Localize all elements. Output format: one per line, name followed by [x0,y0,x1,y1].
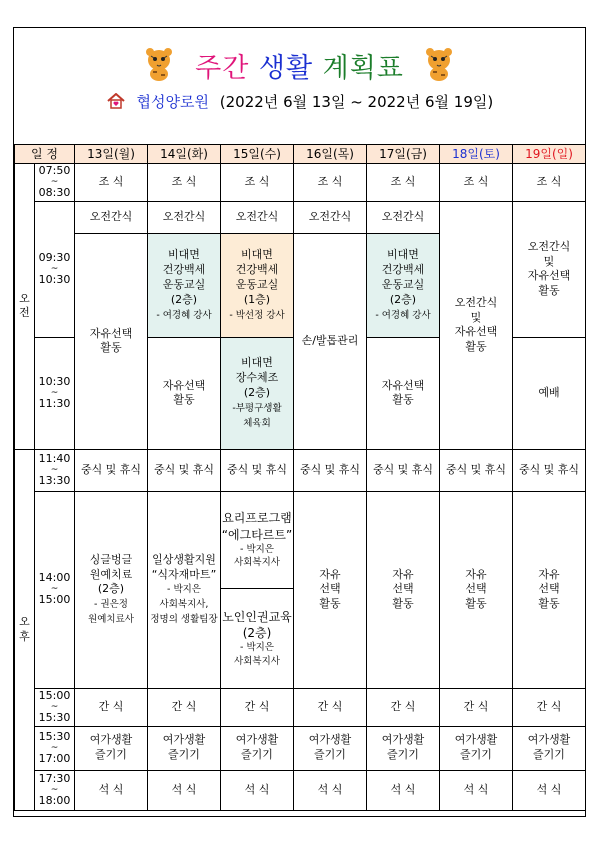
mon-horticulture-cell: 싱글벙글 원예치료 (2층) - 권은정 원예치료사 [75,491,148,688]
leisure-cell: 여가생활 즐기기 [148,726,221,770]
breakfast-cell: 조 식 [367,164,440,202]
lunch-cell: 중식 및 휴식 [440,449,513,491]
snack-cell: 간 식 [221,688,294,726]
lunch-cell: 중식 및 휴식 [75,449,148,491]
table-row [15,726,586,770]
table-row [15,770,586,810]
breakfast-cell: 조 식 [148,164,221,202]
breakfast-cell: 조 식 [221,164,294,202]
dinner-cell: 석 식 [221,770,294,810]
table-header-row [15,145,586,164]
time-cell: 14:00 ~ 15:00 [35,491,75,688]
dinner-cell: 석 식 [367,770,440,810]
title-word-weekly: 주간 [195,53,250,84]
morning-snack-cell: 오전간식 [294,201,367,233]
page-subtitle [14,91,585,112]
breakfast-cell: 조 식 [294,164,367,202]
table-row [15,449,586,491]
dinner-cell: 석 식 [148,770,221,810]
fri-exercise-class-cell: 비대면 건강백세 운동교실 (2층) - 여경혜 강사 [367,233,440,337]
sat-morning-cell: 오전간식 및 자유선택 활동 [440,201,513,449]
snack-cell: 간 식 [294,688,367,726]
morning-snack-cell: 오전간식 [75,201,148,233]
time-cell: 09:30 ~ 10:30 [35,201,75,337]
breakfast-cell: 조 식 [513,164,586,202]
breakfast-cell: 조 식 [75,164,148,202]
schedule-table [14,144,586,811]
time-cell: 17:30 ~ 18:00 [35,770,75,810]
leisure-cell: 여가생활 즐기기 [367,726,440,770]
day-header-thu: 16일(목) [294,145,367,164]
dinner-cell: 석 식 [513,770,586,810]
am-label: 오 전 [15,164,35,450]
lunch-cell: 중식 및 휴식 [221,449,294,491]
title-word-plan: 계획표 [322,53,404,84]
page-header [14,28,585,132]
day-header-mon: 13일(월) [75,145,148,164]
lunch-cell: 중식 및 휴식 [513,449,586,491]
morning-snack-cell: 오전간식 [221,201,294,233]
thu-free-activity-cell: 자유 선택 활동 [294,491,367,688]
sun-morning-cell: 오전간식 및 자유선택 활동 [513,201,586,337]
tue-free-activity-cell: 자유선택 활동 [148,337,221,449]
day-header-wed: 15일(수) [221,145,294,164]
lunch-cell: 중식 및 휴식 [148,449,221,491]
pm-label: 오 후 [15,449,35,810]
time-cell: 15:00 ~ 15:30 [35,688,75,726]
breakfast-cell: 조 식 [440,164,513,202]
page-title [14,46,585,85]
time-cell: 11:40 ~ 13:30 [35,449,75,491]
fri-free-activity-cell: 자유 선택 활동 [367,491,440,688]
dinner-cell: 석 식 [294,770,367,810]
wed-afternoon-cell [221,491,294,688]
snack-cell: 간 식 [440,688,513,726]
org-name: 협성양로원 [136,93,209,111]
fri-free-activity-cell: 자유선택 활동 [367,337,440,449]
leisure-cell: 여가생활 즐기기 [513,726,586,770]
table-row [15,491,586,688]
tue-daily-support-cell: 일상생활지원 “식자재마트” - 박지은 사회복지사, 정명의 생활팀장 [148,491,221,688]
schedule-column-header: 일 정 [15,145,75,164]
leisure-cell: 여가생활 즐기기 [221,726,294,770]
table-row [15,164,586,202]
time-cell: 15:30 ~ 17:00 [35,726,75,770]
thu-nail-care-cell: 손/발톱관리 [294,233,367,449]
wed-human-rights-education: 노인인권교육 (2층) - 박지은 사회복지사 [222,609,292,667]
morning-snack-cell: 오전간식 [367,201,440,233]
home-heart-icon [106,93,126,109]
lunch-cell: 중식 및 휴식 [294,449,367,491]
leisure-cell: 여가생활 즐기기 [294,726,367,770]
time-cell: 10:30 ~ 11:30 [35,337,75,449]
sun-worship-cell: 예배 [513,337,586,449]
day-header-tue: 14일(화) [148,145,221,164]
day-header-sat: 18일(토) [440,145,513,164]
lunch-cell: 중식 및 휴식 [367,449,440,491]
wed-exercise-class-cell: 비대면 건강백세 운동교실 (1층) - 박선정 강사 [221,233,294,337]
time-cell: 07:50 ~ 08:30 [35,164,75,202]
table-row [15,688,586,726]
snack-cell: 간 식 [75,688,148,726]
sat-free-activity-cell: 자유 선택 활동 [440,491,513,688]
dinner-cell: 석 식 [75,770,148,810]
morning-snack-cell: 오전간식 [148,201,221,233]
mon-free-activity-cell: 자유선택 활동 [75,233,148,449]
date-range: (2022년 6월 13일 ~ 2022년 6월 19일) [219,93,494,111]
snack-cell: 간 식 [148,688,221,726]
title-word-life: 생활 [258,53,314,84]
tue-exercise-class-cell: 비대면 건강백세 운동교실 (2층) - 여경혜 강사 [148,233,221,337]
wed-cooking-program: 요리프로그램 “에그타르트” - 박지은 사회복지사 [221,492,293,589]
leisure-cell: 여가생활 즐기기 [75,726,148,770]
day-header-fri: 17일(금) [367,145,440,164]
sun-free-activity-cell: 자유 선택 활동 [513,491,586,688]
dinner-cell: 석 식 [440,770,513,810]
wed-longevity-exercise-cell: 비대면 장수체조 (2층) -부평구생활 체육회 [221,337,294,449]
table-row [15,201,586,233]
day-header-sun: 19일(일) [513,145,586,164]
snack-cell: 간 식 [367,688,440,726]
leisure-cell: 여가생활 즐기기 [440,726,513,770]
snack-cell: 간 식 [513,688,586,726]
